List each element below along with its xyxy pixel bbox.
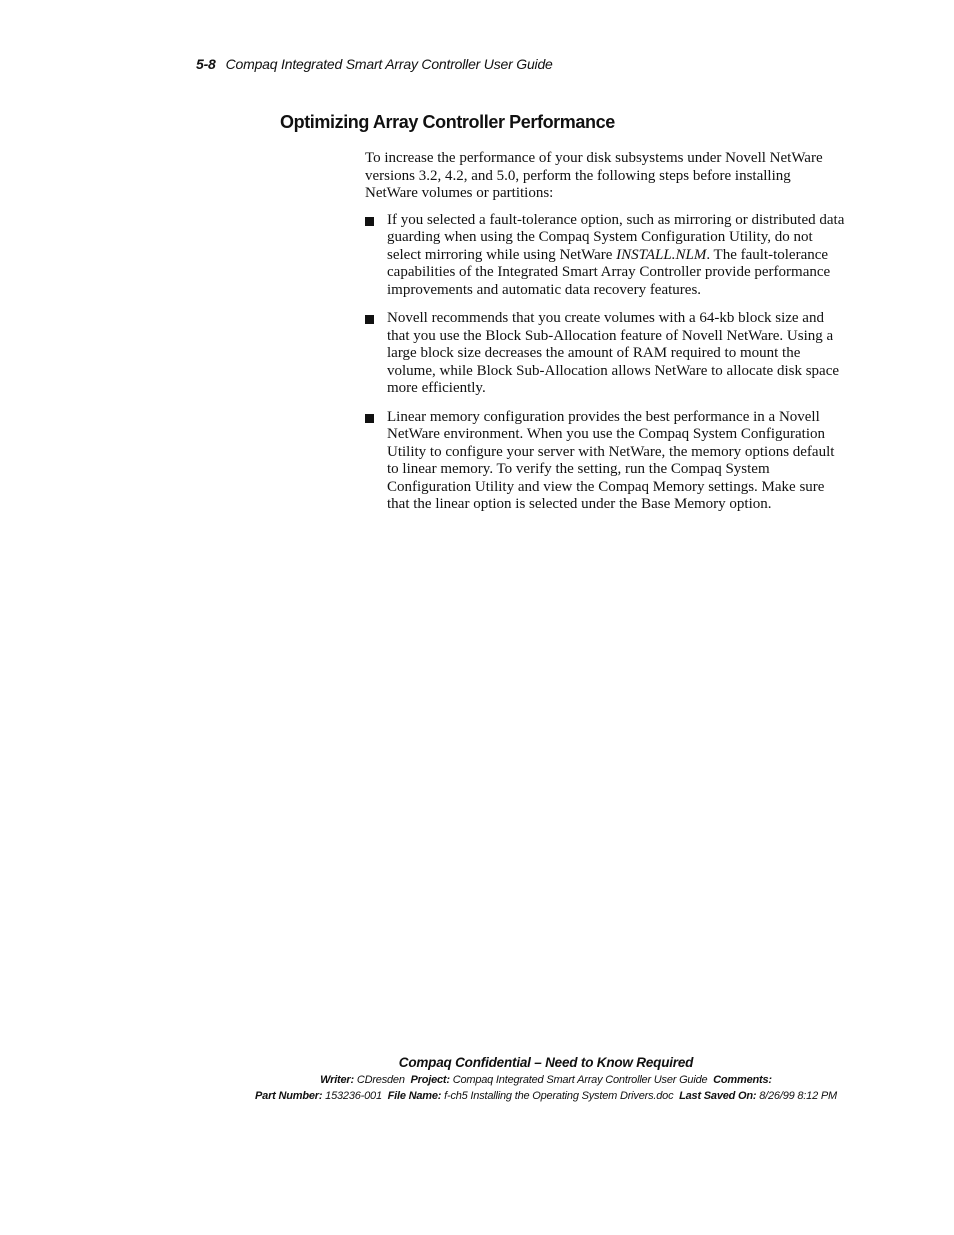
writer-label: Writer: bbox=[320, 1074, 354, 1086]
intro-paragraph: To increase the performance of your disk subsystems under Novell NetWare versions 3.2, 4.2, and 5.0, perform the following steps before installing NetWare volumes or partitions: bbox=[365, 150, 823, 201]
bullet-text-part: . The fault-tolerance capabilities of the Integrated Smart Array Controller provide performance improvements and automatic data recovery features. bbox=[387, 246, 831, 298]
bullet-text-part: If you selected a fault-tolerance option, such as mirroring or distributed data guarding when using the Compaq System Configuration Utility, do not select mirroring while using NetWare bbox=[387, 211, 845, 263]
bullet-item-linear-memory bbox=[365, 409, 847, 514]
part-number-value: 153236-001 bbox=[325, 1090, 382, 1102]
part-number-label: Part Number: bbox=[255, 1090, 323, 1102]
comments-label: Comments: bbox=[713, 1074, 772, 1086]
last-saved-value: 8/26/99 8:12 PM bbox=[759, 1090, 837, 1102]
page-number: 5-8 bbox=[196, 56, 216, 72]
square-bullet-icon bbox=[365, 315, 374, 324]
bullet-item-fault-tolerance bbox=[365, 212, 847, 300]
section-title: Optimizing Array Controller Performance bbox=[280, 112, 615, 132]
writer-value: CDresden bbox=[356, 1074, 405, 1086]
project-label: Project: bbox=[410, 1074, 450, 1086]
document-footer bbox=[196, 1054, 896, 1104]
bullet-item-block-size bbox=[365, 310, 847, 398]
project-value: Compaq Integrated Smart Array Controller User Guide bbox=[452, 1074, 708, 1086]
square-bullet-icon bbox=[365, 414, 374, 423]
square-bullet-icon bbox=[365, 217, 374, 226]
file-name-value: f-ch5 Installing the Operating System Drivers.doc bbox=[444, 1090, 674, 1102]
last-saved-label: Last Saved On: bbox=[679, 1090, 757, 1102]
bullet-text: Linear memory configuration provides the best performance in a Novell NetWare environment. When you use the Compaq System Configuration Utility to configure your server with NetWare, the memory options default to linear memory. To verify the setting, run the Compaq System Configuration Utility and view the Compaq Memory settings. Make sure that the linear option is selected under the Base Memory option. bbox=[387, 408, 835, 512]
file-name-label: File Name: bbox=[387, 1090, 442, 1102]
confidential-notice: Compaq Confidential – Need to Know Required bbox=[398, 1055, 694, 1070]
bullet-text: Novell recommends that you create volumes with a 64-kb block size and that you use the Block Sub-Allocation feature of Novell NetWare. Using a large block size decreases the amount of RAM required to mount the volume, while Block Sub-Allocation allows NetWare to allocate disk space more efficiently. bbox=[387, 310, 840, 396]
bullet-text-italic: INSTALL.NLM bbox=[616, 246, 707, 263]
footer-line-writer bbox=[196, 1072, 896, 1088]
footer-line-part bbox=[196, 1088, 896, 1104]
section-body bbox=[365, 150, 847, 525]
bullet-list bbox=[365, 212, 847, 514]
running-header bbox=[196, 56, 553, 72]
guide-title: Compaq Integrated Smart Array Controller User Guide bbox=[225, 56, 553, 72]
